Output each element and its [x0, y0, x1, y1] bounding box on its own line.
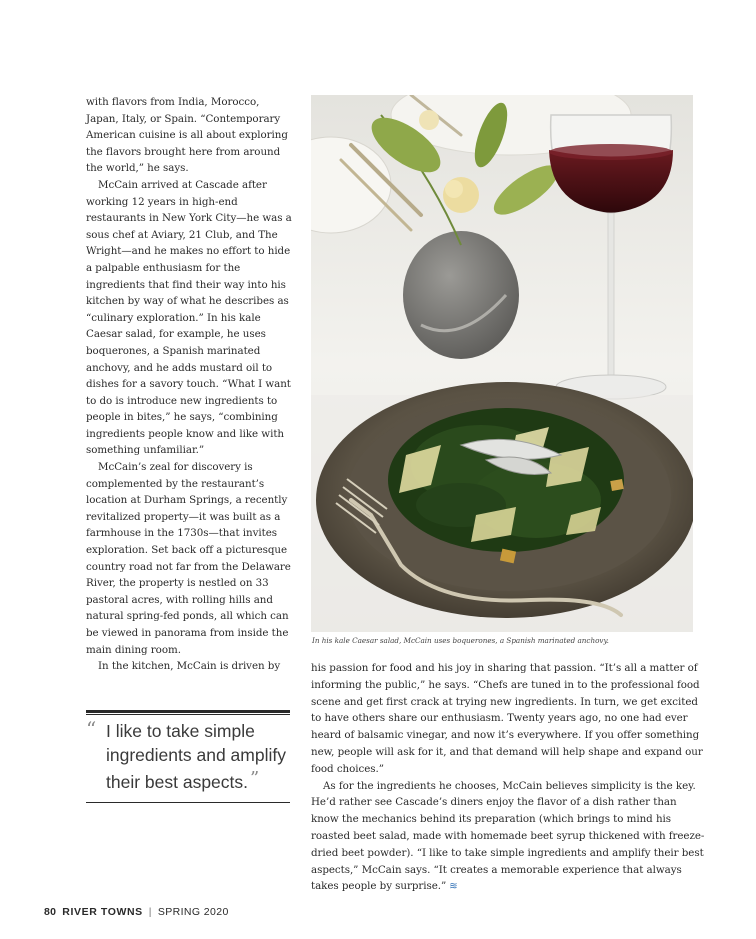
paragraph: In the kitchen, McCain is driven by	[98, 660, 281, 673]
paragraph-with-end-mark	[311, 778, 706, 897]
issue-label: SPRING 2020	[157, 906, 229, 918]
paragraph: his passion for food and his joy in sharing that passion. “It’s all a matter of informing the public,” he says. “Chefs are tuned in to the professional food scene and get first crack at trying new ingredients. In turn, we get excited to have others share our enthusiasm. Twenty years ago, no one had ever heard of balsamic vinegar, and now it’s everywhere. If you offer something new, people will ask for it, and that demand will help shape and expand our food choices.”	[311, 662, 703, 775]
paragraph: McCain’s zeal for discovery is complemented by the restaurant’s location at Durham Springs, a recently revitalized property—it was built as a farmhouse in the 1730s—that invites exploration. Set back off a picturesque country road not far from the Delaware River, the property is nestled on 33 pastoral acres, with rolling hills and natural spring-fed ponds, all which can be viewed in panorama from inside the main dining room.	[86, 461, 291, 656]
magazine-name: RIVER TOWNS	[62, 906, 143, 918]
pull-quote-bottom-rule	[86, 802, 290, 803]
pull-quote	[86, 710, 290, 803]
folio-separator: |	[148, 906, 152, 918]
page-number: 80	[44, 906, 57, 918]
salad-photo-illustration	[311, 95, 693, 632]
salad-photo	[311, 95, 693, 632]
photo-caption: In his kale Caesar salad, McCain uses boquerones, a Spanish marinated anchovy.	[312, 636, 609, 645]
pull-quote-body	[86, 715, 290, 800]
paragraph: McCain arrived at Cascade after working 12 years in high-end restaurants in New York City—he was a sous chef at Aviary, 21 Club, and The Wright—and he makes no effort to hide a palpable enthusiasm for the ingredients that find their way into his kitchen by way of what he describes as “culinary exploration.” In his kale Caesar salad, for example, he uses boquerones, a Spanish marinated anchovy, and he adds mustard oil to dishes for a savory touch. “What I want to do is introduce new ingredients to people in bites,” he says, “combining ingredients people know and like with something unfamiliar.”	[86, 178, 292, 457]
pull-quote-text: I like to take simple ingredients and amplify their best aspects.	[106, 721, 286, 792]
end-mark-icon: ≋	[449, 881, 458, 893]
page-folio	[44, 906, 229, 918]
close-quote-mark: ”	[250, 768, 260, 789]
open-quote-mark: “	[86, 717, 97, 741]
paragraph-text: As for the ingredients he chooses, McCain believes simplicity is the key. He’d rather see Cascade’s diners enjoy the flavor of a dish rather than know the mechanics behind its preparation (which brings to mind his roasted beet salad, made with homemade beet syrup thickened with freeze-dried beet powder). “I like to take simple ingredients and amplify their best aspects,” McCain says. “It creates a memorable experience that always takes people by surprise.”	[311, 779, 705, 893]
left-text-column	[86, 94, 294, 675]
paragraph: with flavors from India, Morocco, Japan, Italy, or Spain. “Contemporary American cuisine is all about exploring the flavors brought here from around the world,” he says.	[86, 96, 288, 175]
right-text-column	[311, 660, 706, 896]
